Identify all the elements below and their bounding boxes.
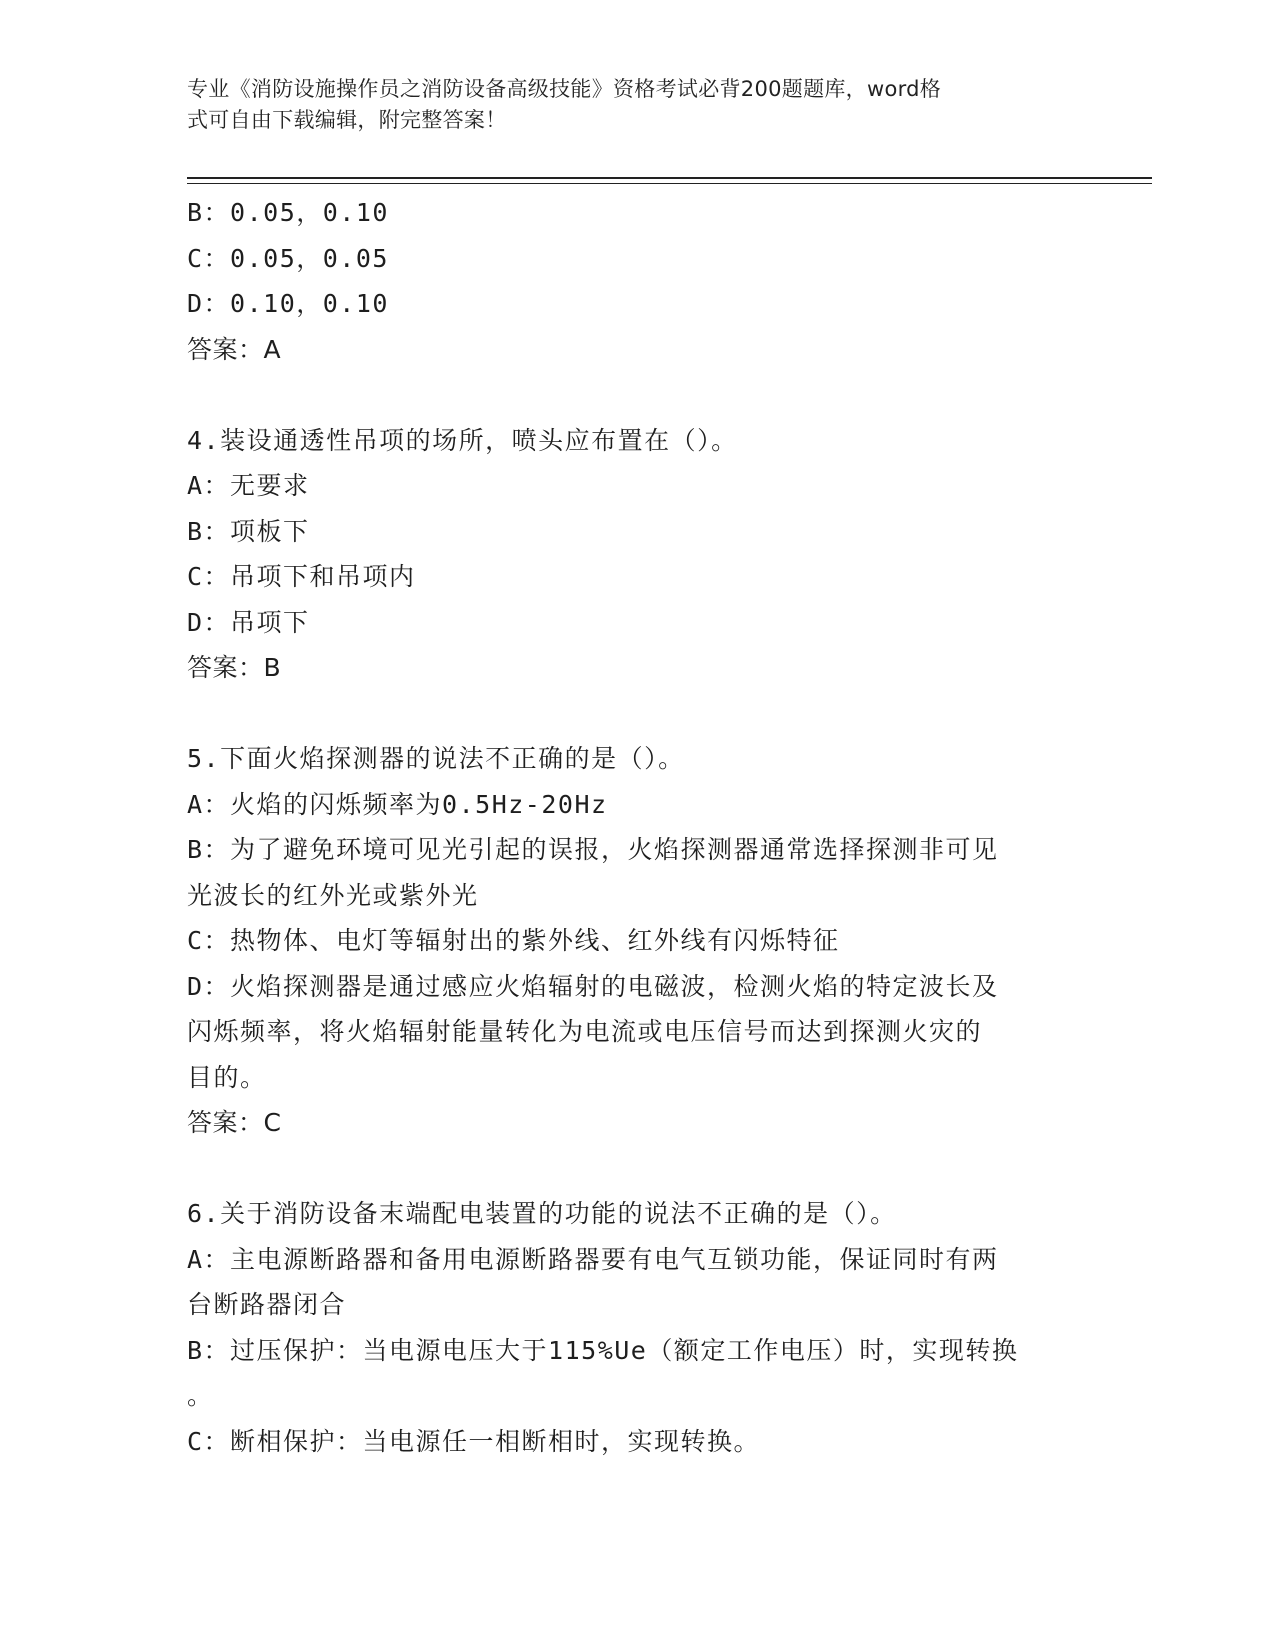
question-6 bbox=[187, 1191, 1087, 1464]
option-d-line-1: D：火焰探测器是通过感应火焰辐射的电磁波，检测火焰的特定波长及 bbox=[187, 971, 999, 1001]
spacer bbox=[187, 691, 1087, 737]
header-divider-thin bbox=[187, 183, 1152, 184]
option-c: C：0.05，0.05 bbox=[187, 243, 389, 273]
option-b-line-1: B：过压保护：当电源电压大于115%Ue（额定工作电压）时，实现转换 bbox=[187, 1335, 1019, 1365]
option-d-line-3: 目的。 bbox=[187, 1062, 267, 1092]
option-b-line-1: B：为了避免环境可见光引起的误报，火焰探测器通常选择探测非可见 bbox=[187, 835, 999, 864]
answer-label: 答案：B bbox=[187, 653, 282, 682]
header-title-line-2: 式可自由下载编辑，附完整答案！ bbox=[187, 108, 507, 132]
option-d-line-2: 闪烁频率，将火焰辐射能量转化为电流或电压信号而达到探测火灾的 bbox=[187, 1017, 983, 1046]
option-d: D：吊项下 bbox=[187, 607, 310, 637]
page-header bbox=[187, 74, 1067, 136]
option-b-line-2: 光波长的红外光或紫外光 bbox=[187, 880, 479, 910]
option-a-line-2: 台断路器闭合 bbox=[187, 1290, 347, 1319]
question-content bbox=[187, 190, 1087, 1464]
option-a-line-1: A：主电源断路器和备用电源断路器要有电气互锁功能，保证同时有两 bbox=[187, 1244, 999, 1274]
option-b: B：项板下 bbox=[187, 516, 310, 546]
option-a: A：无要求 bbox=[187, 471, 310, 500]
question-stem: 6.关于消防设备末端配电装置的功能的说法不正确的是（）。 bbox=[187, 1199, 897, 1228]
answer-label: 答案：A bbox=[187, 334, 282, 364]
option-b-line-2: 。 bbox=[187, 1381, 214, 1410]
option-b: B：0.05，0.10 bbox=[187, 198, 389, 227]
option-a: A：火焰的闪烁频率为0.5Hz-20Hz bbox=[187, 789, 608, 819]
question-4 bbox=[187, 418, 1087, 691]
spacer bbox=[187, 372, 1087, 418]
question-5 bbox=[187, 736, 1087, 1146]
option-c: C：吊项下和吊项内 bbox=[187, 562, 416, 591]
answer-label: 答案：C bbox=[187, 1108, 282, 1137]
option-c: C：断相保护：当电源任一相断相时，实现转换。 bbox=[187, 1426, 761, 1456]
question-stem: 5.下面火焰探测器的说法不正确的是（）。 bbox=[187, 744, 685, 773]
question-3-tail bbox=[187, 190, 1087, 372]
header-divider-thick bbox=[187, 177, 1152, 179]
question-stem: 4.装设通透性吊项的场所，喷头应布置在（）。 bbox=[187, 425, 738, 455]
header-title-line-1: 专业《消防设施操作员之消防设备高级技能》资格考试必背200题题库，word格 bbox=[187, 77, 942, 101]
spacer bbox=[187, 1146, 1087, 1192]
option-d: D：0.10，0.10 bbox=[187, 289, 389, 318]
option-c: C：热物体、电灯等辐射出的紫外线、红外线有闪烁特征 bbox=[187, 926, 840, 955]
